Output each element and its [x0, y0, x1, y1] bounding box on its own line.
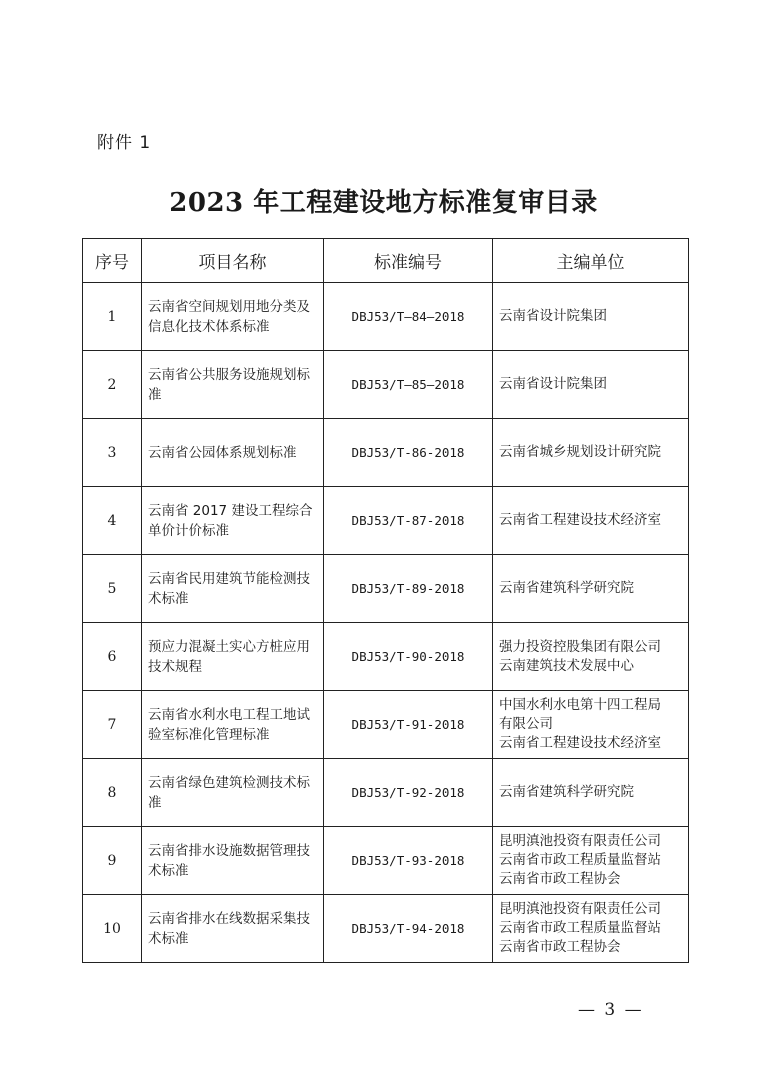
row-unit: 云南省建筑科学研究院	[499, 580, 634, 596]
table-row	[83, 351, 689, 419]
row-name: 云南省绿色建筑检测技术标准	[142, 759, 324, 827]
row-unit: 有限公司	[499, 716, 553, 732]
row-units	[493, 555, 689, 623]
table-row	[83, 759, 689, 827]
row-units	[493, 419, 689, 487]
row-seq: 5	[83, 555, 142, 623]
row-unit: 云南省工程建设技术经济室	[499, 512, 661, 528]
row-seq: 1	[83, 283, 142, 351]
row-code: DBJ53/T-90-2018	[324, 623, 493, 691]
row-units	[493, 895, 689, 963]
row-units	[493, 283, 689, 351]
table-row	[83, 691, 689, 759]
row-units	[493, 351, 689, 419]
header-seq: 序号	[83, 239, 142, 283]
row-unit: 昆明滇池投资有限责任公司	[499, 833, 661, 849]
table-row	[83, 487, 689, 555]
row-name: 云南省排水设施数据管理技术标准	[142, 827, 324, 895]
row-seq: 2	[83, 351, 142, 419]
table-row	[83, 283, 689, 351]
page-title: 2023 年工程建设地方标准复审目录	[169, 188, 598, 218]
row-unit: 云南省设计院集团	[499, 376, 607, 392]
standards-table	[82, 238, 689, 963]
row-units	[493, 623, 689, 691]
row-unit: 云南省工程建设技术经济室	[499, 735, 661, 751]
table-row	[83, 895, 689, 963]
row-name: 云南省排水在线数据采集技术标准	[142, 895, 324, 963]
row-seq: 3	[83, 419, 142, 487]
row-code: DBJ53/T—84—2018	[324, 283, 493, 351]
row-unit: 云南省建筑科学研究院	[499, 784, 634, 800]
table-row	[83, 827, 689, 895]
row-code: DBJ53/T-92-2018	[324, 759, 493, 827]
row-seq: 4	[83, 487, 142, 555]
row-code: DBJ53/T-89-2018	[324, 555, 493, 623]
row-name: 云南省 2017 建设工程综合单价计价标准	[142, 487, 324, 555]
row-unit: 云南省市政工程协会	[499, 871, 621, 887]
row-unit: 云南省城乡规划设计研究院	[499, 444, 661, 460]
header-unit: 主编单位	[493, 239, 689, 283]
row-name: 云南省公园体系规划标准	[142, 419, 324, 487]
row-units	[493, 759, 689, 827]
row-unit: 云南省市政工程质量监督站	[499, 920, 661, 936]
row-unit: 强力投资控股集团有限公司	[499, 638, 661, 655]
row-seq: 9	[83, 827, 142, 895]
row-name: 预应力混凝土实心方桩应用技术规程	[142, 623, 324, 691]
row-unit: 云南建筑技术发展中心	[499, 657, 634, 674]
row-name: 云南省空间规划用地分类及信息化技术体系标准	[142, 283, 324, 351]
row-name: 云南省公共服务设施规划标准	[142, 351, 324, 419]
row-code: DBJ53/T-91-2018	[324, 691, 493, 759]
row-units	[493, 827, 689, 895]
row-unit: 中国水利水电第十四工程局	[499, 697, 661, 713]
header-name: 项目名称	[142, 239, 324, 283]
row-code: DBJ53/T-87-2018	[324, 487, 493, 555]
table-row	[83, 419, 689, 487]
row-unit: 云南省市政工程质量监督站	[499, 852, 661, 868]
row-name: 云南省民用建筑节能检测技术标准	[142, 555, 324, 623]
header-code: 标准编号	[324, 239, 493, 283]
table-row	[83, 555, 689, 623]
row-code: DBJ53/T—85—2018	[324, 351, 493, 419]
row-name: 云南省水利水电工程工地试验室标准化管理标准	[142, 691, 324, 759]
row-seq: 7	[83, 691, 142, 759]
row-unit: 昆明滇池投资有限责任公司	[499, 901, 661, 917]
row-unit: 云南省市政工程协会	[499, 939, 621, 955]
row-code: DBJ53/T-93-2018	[324, 827, 493, 895]
row-units	[493, 487, 689, 555]
table-row	[83, 623, 689, 691]
row-units	[493, 691, 689, 759]
row-seq: 10	[83, 895, 142, 963]
row-code: DBJ53/T-94-2018	[324, 895, 493, 963]
page-number: — 3 —	[578, 1000, 644, 1020]
row-seq: 8	[83, 759, 142, 827]
row-code: DBJ53/T-86-2018	[324, 419, 493, 487]
row-unit: 云南省设计院集团	[499, 308, 607, 324]
attachment-label: 附件 1	[97, 133, 152, 153]
row-seq: 6	[83, 623, 142, 691]
table-header-row	[83, 239, 689, 283]
